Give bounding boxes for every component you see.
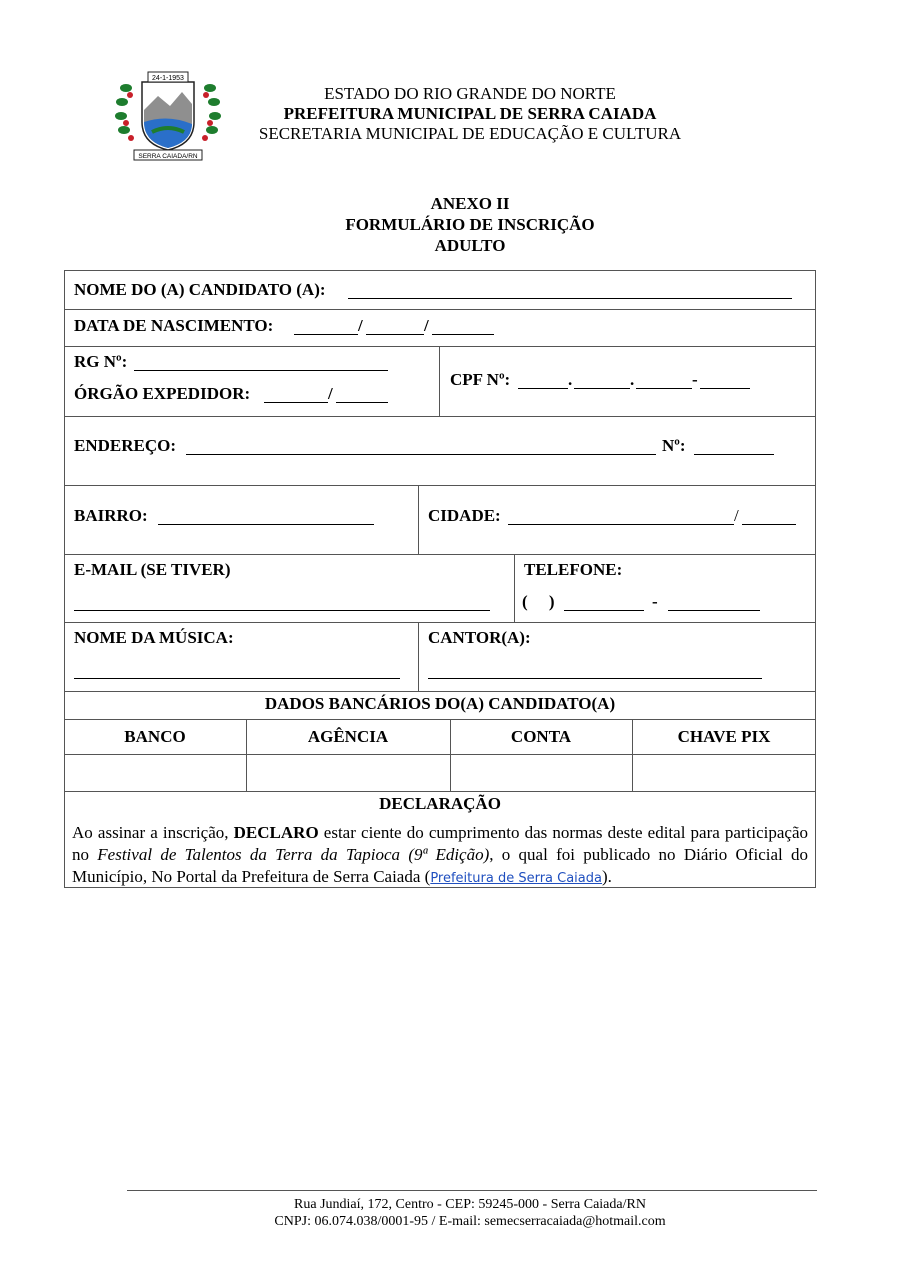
district-field[interactable] — [158, 506, 374, 525]
address-label: ENDEREÇO: — [74, 436, 177, 455]
city-label: CIDADE: — [428, 506, 501, 525]
email-label: E-MAIL (SE TIVER) — [74, 560, 231, 579]
phone-label: TELEFONE: — [524, 560, 623, 579]
birth-year-field[interactable] — [432, 316, 494, 335]
form-title: FORMULÁRIO DE INSCRIÇÃO — [345, 215, 595, 234]
festival-name: Festival de Talentos da Terra da Tapioca (9ª Edição) — [97, 845, 490, 864]
logo-date-text: 24-1-1953 — [152, 75, 184, 82]
number-label: Nº: — [662, 436, 686, 455]
city-field[interactable] — [508, 506, 734, 525]
rg-label: RG Nº: — [74, 352, 128, 371]
header-secretariat: SECRETARIA MUNICIPAL DE EDUCAÇÃO E CULTURA — [258, 124, 682, 143]
prefecture-portal-link[interactable]: Prefeitura de Serra Caiada — [430, 871, 602, 886]
agency-input-cell[interactable] — [247, 755, 449, 790]
song-field[interactable] — [74, 660, 352, 679]
declaration-text: Ao assinar a inscrição, DECLARO estar ciente do cumprimento das normas deste edital para participação no Festival de Talentos da Terra da Tapioca (9ª Edição), o qual foi publicado no Diário Oficial do Município, No Portal da Prefeitura de Serra Caiada (Prefeitura de Serra Caiada). — [72, 823, 809, 886]
number-field[interactable] — [694, 436, 774, 455]
song-label: NOME DA MÚSICA: — [74, 628, 234, 647]
cpf-field-1[interactable] — [518, 370, 568, 389]
cpf-field-2[interactable] — [574, 370, 630, 389]
phone-field-1[interactable] — [564, 592, 644, 611]
singer-field[interactable] — [428, 660, 762, 679]
cpf-dot: . — [568, 370, 573, 389]
bank-column-header: BANCO — [124, 727, 186, 746]
pix-key-input-cell[interactable] — [633, 755, 815, 790]
birth-month-field[interactable] — [366, 316, 424, 335]
rg-field[interactable] — [134, 352, 388, 371]
issuer-state-field[interactable] — [336, 384, 388, 403]
issuer-separator: / — [328, 384, 333, 403]
song-field-end[interactable] — [352, 660, 400, 679]
bank-input-cell[interactable] — [65, 755, 245, 790]
footer-divider — [127, 1190, 817, 1191]
cpf-field-4[interactable] — [700, 370, 750, 389]
date-separator: / — [424, 316, 429, 335]
account-input-cell[interactable] — [451, 755, 631, 790]
phone-field-2[interactable] — [668, 592, 760, 611]
agency-column-header: AGÊNCIA — [307, 727, 389, 746]
birth-day-field[interactable] — [294, 316, 358, 335]
bank-data-title: DADOS BANCÁRIOS DO(A) CANDIDATO(A) — [264, 694, 616, 713]
name-field[interactable] — [348, 280, 792, 299]
email-field[interactable] — [74, 592, 490, 611]
cpf-dash: - — [692, 370, 698, 389]
pix-key-column-header: CHAVE PIX — [677, 727, 771, 746]
phone-area-code[interactable]: ( ) — [522, 592, 555, 611]
annex-label: ANEXO II — [430, 194, 510, 213]
declaration-title: DECLARAÇÃO — [379, 794, 501, 813]
header-prefecture: PREFEITURA MUNICIPAL DE SERRA CAIADA — [283, 104, 657, 123]
birthdate-label: DATA DE NASCIMENTO: — [74, 316, 274, 335]
city-state-field[interactable] — [742, 506, 796, 525]
phone-dash: - — [652, 592, 658, 611]
issuer-label: ÓRGÃO EXPEDIDOR: — [74, 384, 251, 403]
logo-ribbon-text: SERRA CAIADA/RN — [138, 153, 198, 160]
footer-contact: CNPJ: 06.074.038/0001-95 / E-mail: semecserracaiada@hotmail.com — [274, 1214, 666, 1229]
issuer-field[interactable] — [264, 384, 328, 403]
address-field[interactable] — [186, 436, 656, 455]
account-column-header: CONTA — [510, 727, 572, 746]
cpf-dot: . — [630, 370, 635, 389]
district-label: BAIRRO: — [74, 506, 148, 525]
header-state: ESTADO DO RIO GRANDE DO NORTE — [324, 84, 616, 103]
declaration-bold: DECLARO — [233, 823, 319, 842]
cpf-label: CPF Nº: — [450, 370, 511, 389]
form-category: ADULTO — [434, 236, 506, 255]
document-title — [0, 193, 900, 256]
city-separator: / — [734, 506, 739, 525]
footer-address: Rua Jundiaí, 172, Centro - CEP: 59245-000 - Serra Caiada/RN — [294, 1197, 646, 1212]
date-separator: / — [358, 316, 363, 335]
name-label: NOME DO (A) CANDIDATO (A): — [74, 280, 326, 299]
cpf-field-3[interactable] — [636, 370, 692, 389]
singer-label: CANTOR(A): — [428, 628, 531, 647]
